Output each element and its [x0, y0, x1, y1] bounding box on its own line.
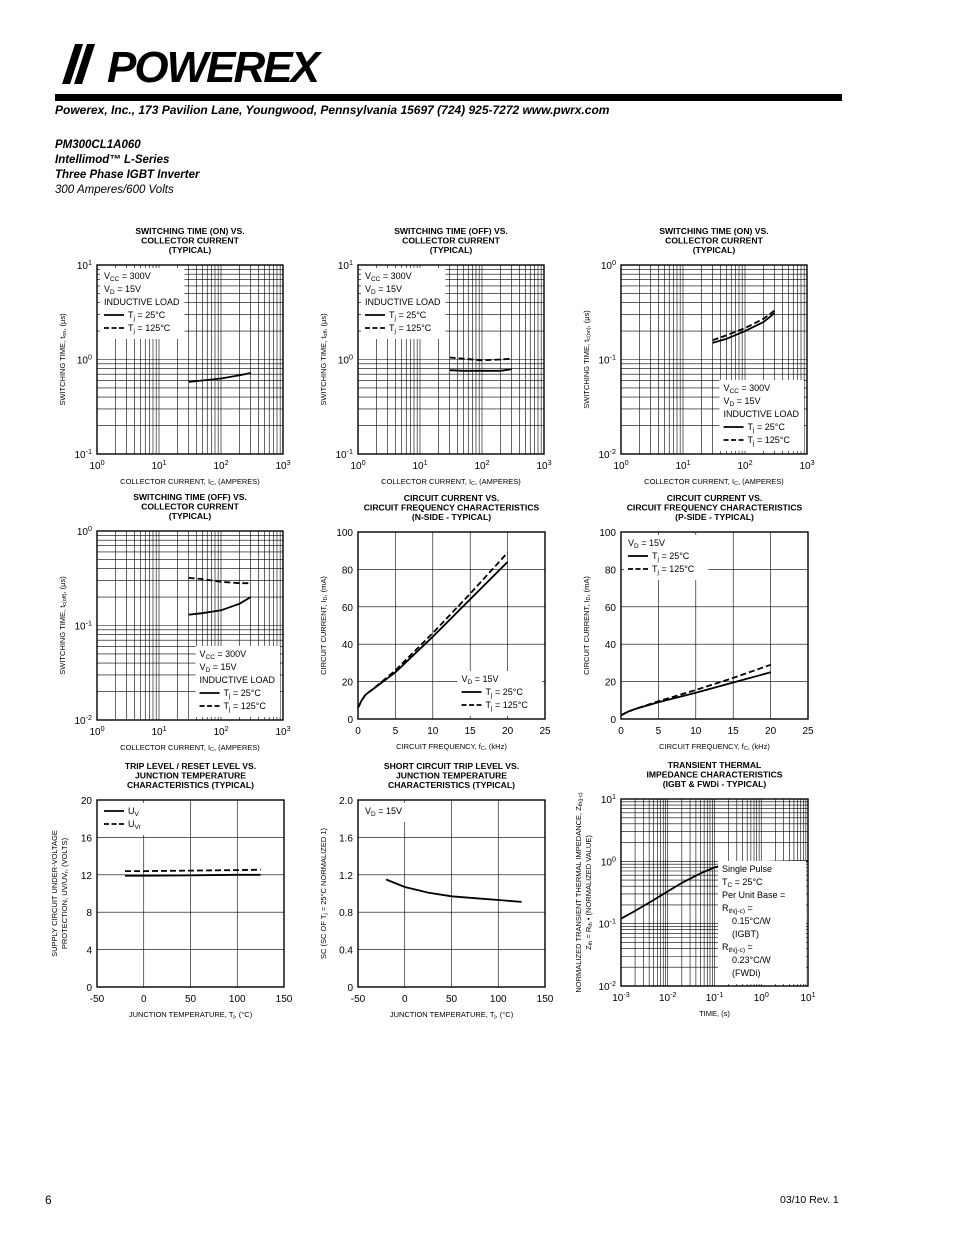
x-tick-label: $10^0$ [753, 989, 769, 1004]
y-tick-label: 12 [80, 870, 92, 882]
y-tick-label: 80 [604, 565, 616, 577]
chart-title-line: COLLECTOR CURRENT [402, 235, 500, 246]
x-axis-label: JUNCTION TEMPERATURE, Tj, (°C) [389, 1010, 514, 1021]
x-tick-label: $10^1$ [151, 723, 167, 738]
chart-title-line: (TYPICAL) [168, 245, 212, 255]
x-tick-label: $10^2$ [213, 723, 229, 738]
y-tick-label: 40 [341, 640, 353, 652]
x-tick-label: $10^1$ [675, 457, 691, 472]
x-axis-label: TIME, (s) [699, 1009, 730, 1018]
x-tick-label: $10^2$ [737, 457, 753, 472]
x-tick-label: $10^3$ [536, 457, 552, 472]
y-tick-label: 20 [341, 677, 353, 689]
y-tick-label: $10^{-1}$ [74, 618, 92, 633]
y-tick-label: 100 [599, 528, 616, 539]
y-axis-label-group [574, 792, 594, 992]
x-tick-label: 50 [184, 994, 197, 1005]
legend [196, 646, 280, 717]
page-number: 6 [45, 1193, 52, 1207]
chart-title-line: COLLECTOR CURRENT [141, 235, 239, 246]
chart-title-line: SWITCHING TIME (ON) VS. [135, 226, 245, 236]
series-line-dash [450, 358, 512, 361]
legend-entry: VD = 15V [365, 284, 402, 296]
y-tick-label: 80 [341, 565, 353, 577]
chart-c4 [58, 492, 291, 753]
x-axis-label: CIRCUIT FREQUENCY, fC, (kHz) [396, 742, 507, 753]
chart-title-line: CIRCUIT CURRENT VS. [403, 493, 500, 503]
legend-entry: Tj = 125°C [652, 564, 695, 576]
y-tick-label: 4 [86, 945, 92, 957]
chart-title-line: JUNCTION TEMPERATURE [134, 770, 247, 781]
legend-entry: Rth(j-c) = [722, 942, 753, 954]
y-tick-label: 20 [604, 677, 616, 689]
legend [361, 268, 445, 339]
y-tick-label: 16 [80, 833, 92, 845]
legend-entry: Tj = 25°C [223, 688, 261, 700]
y-tick-label: 8 [86, 908, 92, 920]
series-line-solid [125, 875, 261, 876]
x-tick-label: $10^1$ [800, 989, 816, 1004]
x-tick-label: $10^2$ [474, 457, 490, 472]
y-tick-label: 100 [336, 528, 353, 539]
y-tick-label: 0 [347, 983, 353, 994]
grid [358, 800, 545, 987]
y-tick-label: $10^0$ [600, 257, 616, 272]
chart-title-line: SWITCHING TIME (OFF) VS. [133, 492, 247, 502]
y-axis-label-group [582, 576, 592, 675]
chart-c7 [50, 761, 293, 1020]
legend-entry: TC = 25°C [722, 877, 763, 889]
x-tick-label: $10^2$ [213, 457, 229, 472]
x-tick-label: 15 [727, 726, 739, 737]
y-axis-label: SWITCHING TIME, ton, (μs) [58, 313, 69, 406]
legend-entry: VD = 15V [365, 806, 402, 818]
legend-entry: Tj = 125°C [128, 323, 171, 335]
x-tick-label: $10^3$ [799, 457, 815, 472]
legend-entry: VCC = 300V [104, 271, 151, 283]
legend-entry: (IGBT) [732, 929, 759, 939]
legend-entry: 0.23°C/W [732, 955, 771, 965]
legend-entry: Tj = 25°C [389, 310, 427, 322]
chart-c3 [582, 226, 815, 487]
y-axis-label-group [58, 313, 68, 406]
series-line-solid [189, 597, 251, 615]
x-tick-label: 0 [355, 726, 361, 737]
legend-entry: VCC = 300V [723, 383, 771, 395]
product-rating: 300 Amperes/600 Volts [55, 184, 174, 196]
series-line-solid [450, 369, 512, 371]
y-axis-label-group [319, 828, 329, 959]
x-axis-label: COLLECTOR CURRENT, IC, (AMPERES) [381, 477, 521, 488]
x-tick-label: 0 [140, 994, 147, 1005]
y-axis-label: SWITCHING TIME, tc(on), (μs) [582, 310, 593, 409]
legend-entry: Rth(j-c) = [722, 903, 753, 915]
y-axis-label: CIRCUIT CURRENT, ID, (mA) [319, 576, 330, 675]
y-tick-label: 0 [86, 983, 92, 994]
legend-entry: VD = 15V [461, 674, 499, 686]
x-tick-label: $10^{-1}$ [705, 989, 724, 1004]
legend-entry: VD = 15V [628, 538, 665, 550]
y-axis-label: SWITCHING TIME, tc(off), (μs) [58, 576, 69, 675]
y-axis-label-group [50, 830, 70, 957]
y-tick-label: $10^{-1}$ [598, 916, 616, 931]
y-tick-label: 40 [604, 640, 616, 652]
x-tick-label: $10^0$ [350, 457, 366, 472]
chart-title-line: JUNCTION TEMPERATURE [395, 770, 508, 781]
x-tick-label: 100 [489, 994, 507, 1005]
y-axis-label: CIRCUIT CURRENT, ID, (mA) [582, 576, 593, 675]
y-tick-label: 0 [347, 715, 353, 726]
chart-title-line: (TYPICAL) [168, 511, 212, 521]
x-tick-label: 5 [392, 726, 399, 737]
x-tick-label: $10^{-3}$ [612, 989, 630, 1004]
y-tick-label: $10^{-1}$ [74, 446, 92, 461]
legend-entry: Tj = 25°C [652, 551, 690, 563]
x-tick-label: 25 [539, 726, 551, 737]
y-tick-label: 1.6 [339, 833, 353, 845]
y-axis-label: SC (SC OF Tj = 25°C NORMALIZED 1) [319, 828, 330, 959]
legend-entry: UVr [128, 819, 141, 831]
x-axis-label: JUNCTION TEMPERATURE, Tj, (°C) [128, 1010, 253, 1021]
x-tick-label: 100 [228, 994, 246, 1005]
x-tick-label: 5 [655, 726, 662, 737]
y-axis-label-group [582, 310, 592, 409]
brand-wordmark: POWEREX [107, 43, 318, 92]
x-tick-label: $10^1$ [151, 457, 167, 472]
y-tick-label: $10^{-2}$ [598, 446, 616, 461]
chart-c1 [58, 226, 291, 487]
x-tick-label: $10^0$ [89, 457, 105, 472]
legend-entry: Tj = 25°C [128, 310, 166, 322]
chart-title-line: CHARACTERISTICS (TYPICAL) [388, 780, 515, 790]
legend [100, 268, 184, 339]
part-number: PM300CL1A060 [55, 139, 141, 151]
x-tick-label: -50 [350, 994, 366, 1005]
x-tick-label: 50 [445, 994, 458, 1005]
x-tick-label: 25 [802, 726, 814, 737]
chart-title-line: (IGBT & FWDi - TYPICAL) [662, 779, 767, 789]
x-tick-label: $10^0$ [613, 457, 629, 472]
legend [100, 803, 146, 835]
chart-title-line: (P-SIDE - TYPICAL) [675, 512, 754, 522]
chart-c9 [574, 760, 816, 1018]
legend-entry: VD = 15V [104, 284, 141, 296]
legend-entry: VCC = 300V [199, 649, 247, 661]
y-axis-label-group [58, 576, 68, 675]
x-tick-label: 20 [502, 726, 514, 737]
legend-entry: Tj = 25°C [747, 422, 785, 434]
legend-entry: INDUCTIVE LOAD [199, 675, 276, 685]
legend-entry: INDUCTIVE LOAD [723, 409, 800, 419]
y-tick-label: $10^{-2}$ [74, 712, 92, 727]
legend-entry: 0.15°C/W [732, 916, 771, 926]
x-tick-label: 150 [536, 994, 554, 1005]
product-series: Intellimod™ L-Series [55, 154, 170, 166]
x-axis-label: COLLECTOR CURRENT, IC, (AMPERES) [120, 477, 260, 488]
company-address: Powerex, Inc., 173 Pavilion Lane, Youngwood, Pennsylvania 15697 (724) 925-7272 www.pwrx.com [55, 103, 610, 117]
series-line-dash [713, 311, 775, 341]
legend [361, 803, 411, 822]
legend-entry: VD = 15V [723, 396, 761, 408]
y-tick-label: 2.0 [339, 796, 353, 807]
x-tick-label: 10 [690, 726, 702, 737]
y-tick-label: $10^{-1}$ [335, 446, 353, 461]
chart-title-line: SWITCHING TIME (ON) VS. [659, 226, 769, 236]
y-axis-label-2: Zth = Rth • (NORMALIZED VALUE) [584, 835, 595, 950]
x-tick-label: 0 [618, 726, 624, 737]
revision: 03/10 Rev. 1 [780, 1194, 839, 1206]
y-axis-label: NORMALIZED TRANSIENT THERMAL IMPEDANCE, Zth(j-c) [574, 792, 585, 993]
y-tick-label: 0.4 [339, 945, 353, 957]
x-tick-label: 0 [401, 994, 408, 1005]
x-tick-label: $10^0$ [89, 723, 105, 738]
x-tick-label: $10^3$ [275, 723, 291, 738]
chart-title-line: (N-SIDE - TYPICAL) [411, 512, 492, 522]
y-tick-label: 0 [610, 715, 616, 726]
chart-title-line: COLLECTOR CURRENT [141, 501, 239, 512]
legend [720, 380, 804, 451]
y-tick-label: $10^0$ [600, 853, 616, 869]
y-tick-label: 20 [80, 796, 92, 807]
series-line-dash [125, 870, 261, 871]
x-axis-label: COLLECTOR CURRENT, IC, (AMPERES) [120, 743, 260, 754]
legend-entry: Single Pulse [722, 864, 773, 874]
y-axis-label-2: PROTECTION, UV/UVr, (VOLTS) [60, 837, 71, 950]
x-axis-label: CIRCUIT FREQUENCY, fC, (kHz) [659, 742, 770, 753]
chart-c8 [319, 761, 554, 1020]
chart-title-line: CIRCUIT FREQUENCY CHARACTERISTICS [363, 502, 540, 513]
chart-c6 [582, 493, 814, 752]
legend-entry: UV [128, 806, 139, 818]
y-axis-label: SWITCHING TIME, toff, (μs) [319, 313, 330, 406]
y-tick-label: $10^{-2}$ [598, 978, 616, 993]
legend-entry: VCC = 300V [365, 271, 412, 283]
chart-title-line: CIRCUIT CURRENT VS. [666, 493, 763, 503]
series-line-solid [386, 880, 521, 902]
x-tick-label: $10^1$ [412, 457, 428, 472]
chart-title-line: (TYPICAL) [692, 245, 736, 255]
y-tick-label: 60 [604, 602, 616, 614]
chart-title-line: CHARACTERISTICS (TYPICAL) [127, 780, 254, 790]
y-tick-label: $10^0$ [337, 352, 353, 367]
legend-entry: Tj = 125°C [389, 323, 432, 335]
chart-c5 [319, 493, 551, 752]
y-tick-label: $10^0$ [76, 352, 92, 367]
y-tick-label: $10^1$ [76, 257, 92, 272]
x-tick-label: 20 [765, 726, 777, 737]
y-axis-label-group [319, 576, 329, 675]
legend-entry: (FWDi) [732, 968, 761, 978]
legend-entry: INDUCTIVE LOAD [104, 297, 180, 307]
product-type: Three Phase IGBT Inverter [55, 169, 200, 181]
chart-title-line: TRANSIENT THERMAL [667, 760, 762, 770]
legend-entry: VD = 15V [199, 662, 237, 674]
legend [718, 861, 806, 984]
y-tick-label: $10^0$ [76, 523, 92, 538]
x-tick-label: 10 [427, 726, 439, 737]
y-tick-label: 60 [341, 602, 353, 614]
x-tick-label: $10^{-2}$ [658, 989, 677, 1004]
x-axis-label: COLLECTOR CURRENT, IC, (AMPERES) [644, 477, 784, 488]
x-tick-label: 150 [275, 994, 293, 1005]
x-tick-label: $10^3$ [275, 457, 291, 472]
legend-entry: INDUCTIVE LOAD [365, 297, 441, 307]
chart-title-line: (TYPICAL) [429, 245, 473, 255]
chart-title-line: IMPEDANCE CHARACTERISTICS [646, 769, 783, 780]
chart-c2 [319, 226, 552, 487]
y-axis-label-group [319, 313, 329, 406]
legend [624, 535, 708, 580]
y-axis-label: SUPPLY CIRCUIT UNDER-VOLTAGE [50, 830, 59, 957]
legend-entry: Tj = 25°C [485, 687, 523, 699]
chart-title-line: COLLECTOR CURRENT [665, 235, 763, 246]
y-tick-label: 1.2 [339, 870, 353, 882]
chart-title-line: SWITCHING TIME (OFF) VS. [394, 226, 508, 236]
x-tick-label: 15 [464, 726, 476, 737]
chart-title-line: TRIP LEVEL / RESET LEVEL VS. [124, 761, 257, 771]
y-tick-label: 0.8 [339, 908, 353, 920]
legend [458, 671, 542, 716]
x-tick-label: -50 [89, 994, 105, 1005]
y-tick-label: $10^{-1}$ [598, 352, 616, 367]
legend-entry: Per Unit Base = [722, 890, 786, 900]
legend-entry: Tj = 125°C [223, 701, 266, 713]
chart-title-line: SHORT CIRCUIT TRIP LEVEL VS. [383, 761, 520, 771]
y-tick-label: $10^1$ [600, 791, 616, 806]
legend-entry: Tj = 125°C [485, 700, 528, 712]
chart-title-line: CIRCUIT FREQUENCY CHARACTERISTICS [626, 502, 803, 513]
y-tick-label: $10^1$ [337, 257, 353, 272]
legend-entry: Tj = 125°C [747, 435, 790, 447]
